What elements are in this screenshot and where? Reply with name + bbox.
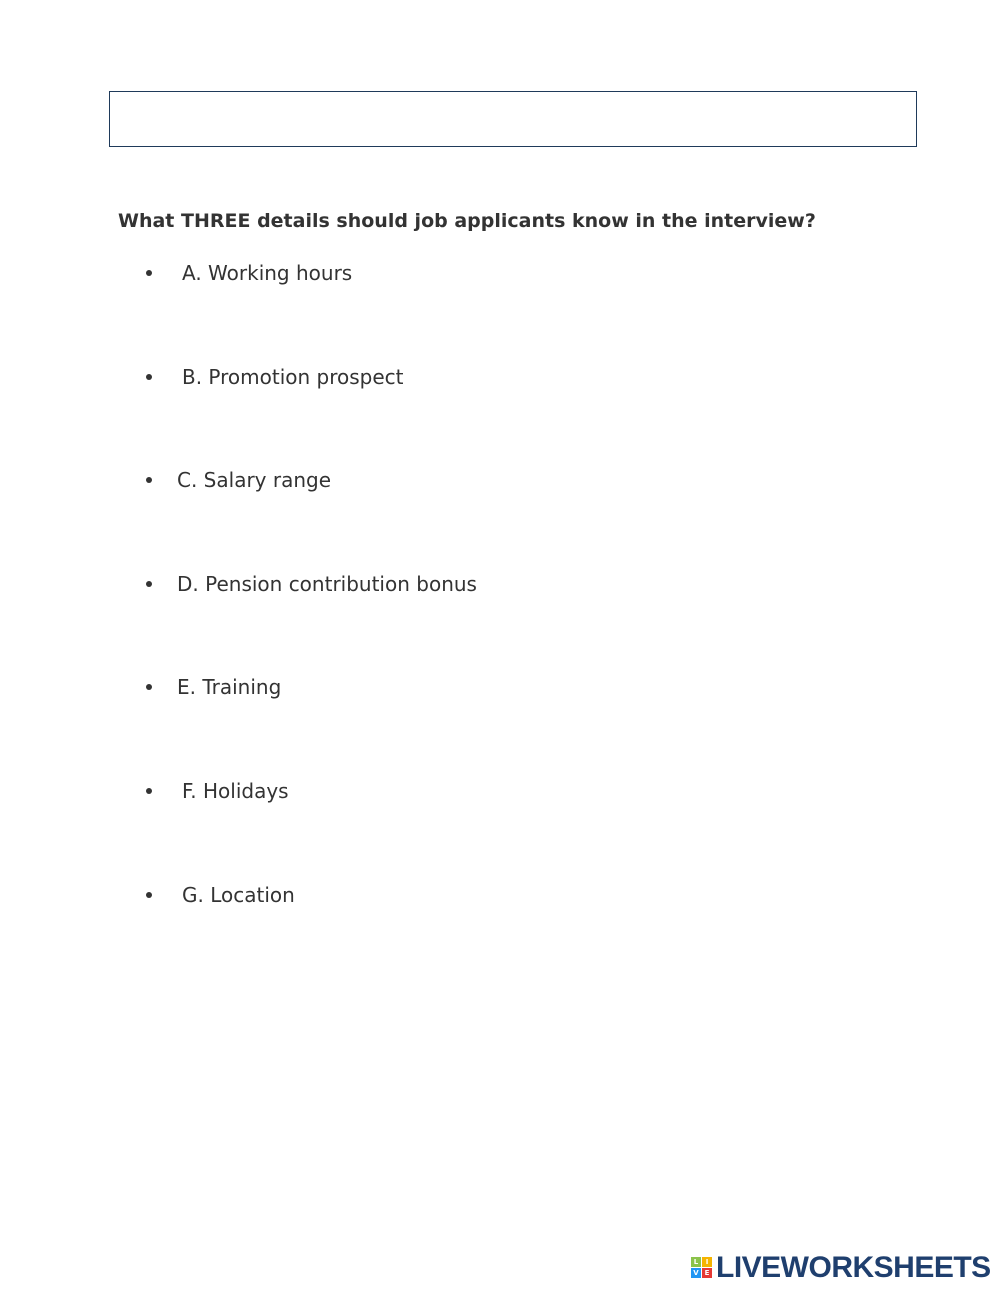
option-label: E. Training [177,675,282,699]
bullet-icon [146,374,152,380]
logo-text: LIVEWORKSHEETS [716,1251,991,1284]
logo-mark-tile: E [702,1268,712,1278]
option-label: F. Holidays [182,779,289,803]
liveworksheets-logo-mark [691,1257,713,1279]
question-text: What THREE details should job applicants know in the interview? [118,210,816,232]
bullet-icon [146,477,152,483]
bullet-icon [146,270,152,276]
option-label: D. Pension contribution bonus [177,572,477,596]
option-label: C. Salary range [177,468,332,492]
option-label: B. Promotion prospect [182,365,404,389]
bullet-icon [146,581,152,587]
logo-mark-tile: I [702,1257,712,1267]
logo-mark-tile: L [691,1257,701,1267]
bullet-icon [146,892,152,898]
logo-mark-tile: V [691,1268,701,1278]
liveworksheets-logo [691,1252,991,1284]
bullet-icon [146,788,152,794]
option-label: G. Location [182,883,295,907]
bullet-icon [146,684,152,690]
option-label: A. Working hours [182,261,353,285]
answer-box[interactable] [109,91,917,147]
